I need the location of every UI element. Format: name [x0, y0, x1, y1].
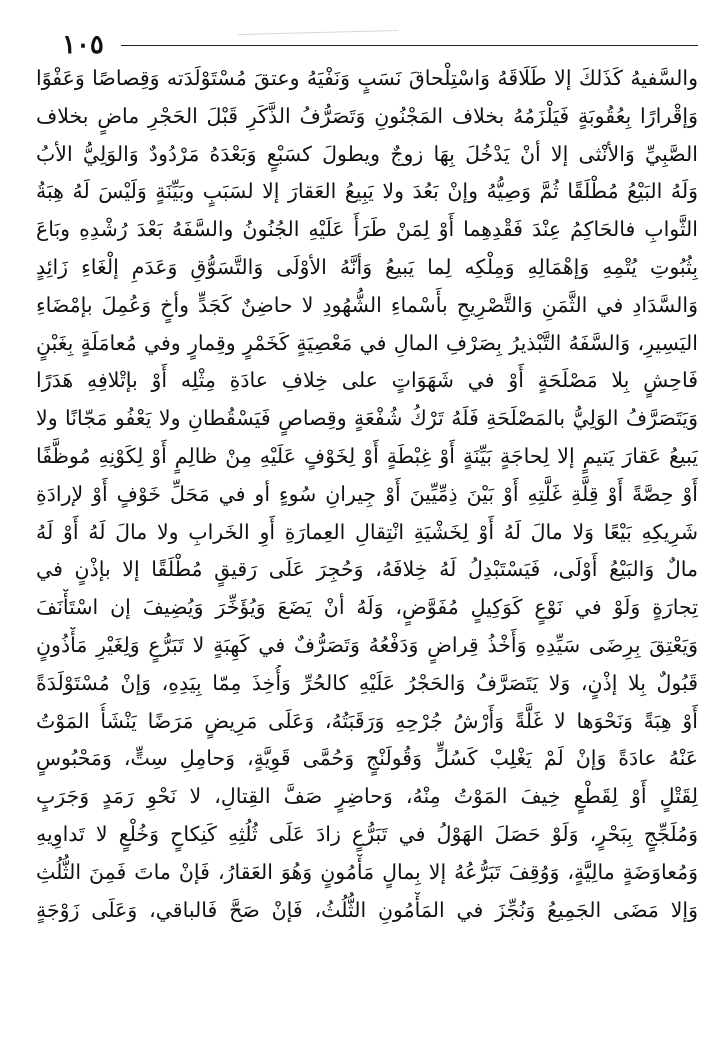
- text-line: وَإلا مَضَى الجَمِيعُ وَنُجِّزَ في المَأْمُونِ الثُّلُثُ، فَإنْ صَحَّ فَالباقي، وَعَلَى زَوْجَةٍ: [36, 897, 698, 922]
- page-number: ١٠٥: [62, 30, 104, 60]
- text-line: لِقَتْلٍ أَوْ لِقَطْعٍ خِيفَ المَوْتُ مِنْهُ، وَحاضِرٍ صَفَّ القِتالِ، لا نَحْوِ رَمَدٍ وَجَرَبٍ: [36, 784, 698, 809]
- body-text: [36, 60, 698, 929]
- text-line: قَبُولٌ بِلا إذْنٍ، وَلا يَتَصَرَّفُ وَالحَجْرُ عَلَيْهِ كالحُرِّ وَأُخِذَ مِمّا بِيَدِهِ، وَإنْ مُسْتَوْلَدَةً: [36, 670, 698, 695]
- text-line: وَلَهُ البَيْعُ مُطْلَقًا ثُمَّ وَصِيُّهُ وإنْ بَعُدَ ولا يَبِيعُ العَقارَ إلا لسَبَبٍ وبَيِّنَةٍ وَلَيْسَ لَهُ هِبَةُ: [36, 179, 698, 204]
- text-line: يَبيعُ عَقارَ يَتيمٍ إلا لِحاجَةٍ بَيِّنَةٍ أَوْ غِبْطَةٍ أَوْ لِخَوْفٍ عَلَيْهِ مِنْ ظالِمٍ أَوْ لِكَوْنِهِ مُوظَّفًا: [36, 443, 698, 468]
- text-line: وَمُعاوَضَةٍ مالِيَّةٍ، وَوُقِفَ تَبَرُّعُهُ إلا بِمالٍ مَأْمُونٍ وَهُوَ العَقارُ، فَإنْ ماتَ فَمِنَ الثُّلُثِ: [36, 859, 698, 884]
- header-rule: [121, 45, 698, 46]
- text-line: وَيَتَصَرَّفُ الوَلِيُّ بالمَصْلَحَةِ فَلَهُ تَرْكُ شُفْعَةٍ وقِصاصٍ فَيَسْقُطانِ ولا يَعْفُو مَجّانًا ولا: [36, 406, 698, 431]
- text-line: أَوْ حِصَّةً أَوْ قِلَّةِ غَلَّتِهِ أَوْ بَيْنَ ذِمِّيِّينَ أَوْ جِيرانِ سُوءٍ أو في مَحَلِّ خَوْفٍ أَوْ لإرادَةِ: [36, 481, 698, 506]
- text-line: الثَّوابِ فالحَاكِمُ عِنْدَ فَقْدِهِما أَوْ لِمَنْ طَرَأَ عَلَيْهِ الجُنُونُ والسَّفَهُ بَعْدَ رُشْدِهِ وبَاعَ: [36, 217, 698, 242]
- text-line: وَمُلَجِّجٍ بِبَحْرٍ، وَلَوْ حَصَلَ الهَوْلُ في تَبَرُّعٍ زادَ عَلَى ثُلُثِهِ كَنِكاحٍ وَخُلْعٍ لا تَداوِيهِ: [36, 821, 698, 846]
- text-line: فَاحِشٍ بِلا مَصْلَحَةٍ أَوْ في شَهَوَاتٍ على خِلافِ عادَةِ مِثْلِه أَوْ بإتْلافِهِ هَدَرًا: [36, 368, 698, 393]
- text-line: أَوْ هِبَةً وَنَحْوَها لا غَلَّةً وَأَرْشُ جُرْحِهِ وَرَقَبَتُهُ، وَعَلَى مَرِيضٍ مَرَضًا يَنْشَأُ المَوْتُ: [36, 708, 698, 733]
- scan-mark: [238, 30, 398, 35]
- text-line: تِجارَةٍ وَلَوْ في نَوْعٍ كَوَكِيلٍ مُفَوَّضٍ، وَلَهُ أنْ يَضَعَ وَيُؤَخِّرَ وَيُضِيفَ إن اسْتَأْنَفَ: [36, 595, 698, 620]
- page-header: [38, 30, 698, 60]
- text-line: اليَسِيرِ، وَالسَّفَهُ التَّبْذيرُ بِصَرْفِ المالِ في مَعْصِيَةٍ كَخَمْرٍ وقِمارٍ وفي مُعامَلَةٍ بِغَبْنٍ: [36, 330, 698, 355]
- text-line: شَرِيكِهِ بَيْعًا وَلا مالَ لَهُ أَوْ لِخَشْيَةِ انْتِقالِ العِمارَةِ أَوِ الخَرابِ ولا مالَ لَهُ أَوْ لَهُ: [36, 519, 698, 544]
- text-line: وَالسَّدَادِ في الثَّمَنِ وَالتَّصْرِيحِ بأَسْماءِ الشُّهُودِ لا حاضِنٌ كَجَدٍّ وأخٍ وَعُمِلَ بإمْضَاءِ: [36, 292, 698, 317]
- text-line: والسَّفيهُ كَذَلكَ إلا طَلَاقَهُ وَاسْتِلْحاقَ نَسَبٍ وَنَفْيَهُ وعتقَ مُسْتَوْلَدَته وَقِصاصًا وَعَفْوًا: [36, 66, 698, 90]
- text-line: وَيَعْتِقَ بِرِضَى سَيِّدِهِ وَأَخْذُ قِراضٍ وَدَفْعُهُ وَتَصَرُّفٌ في كَهِبَةٍ لا تَبَرُّعٍ وَلِغَيْرِ مَأْذُونٍ: [36, 632, 698, 657]
- text-line: عَنْهُ عادَةً وَإنْ لَمْ يَغْلِبْ كَسُلٍّ وَقُولَنْجٍ وَحُمَّى قَوِيَّةٍ، وَحامِلِ سِتٍّ، وَمَحْبُوسٍ: [36, 746, 698, 771]
- text-line: مالٌ وَالبَيْعُ أَوْلَى، فَيَسْتَبْدِلُ لَهُ خِلافَهُ، وَحُجِرَ عَلَى رَقيقٍ مُطْلَقًا إلا بإذْنٍ في: [36, 557, 698, 582]
- text-line: وَإقْرارًا بِعُقُوبَةٍ فَيَلْزَمُهُ بخلاف المَجْنُونِ وَتَصَرُّفُ الذَّكَرِ قَبْلَ الحَجْرِ ماضٍ بخلاف: [36, 103, 698, 128]
- text-line: بِثُبُوتِ يُتْمِهِ وَإهْمَالِهِ وَمِلْكِه لِما يَبيعُ وَأنَّهُ الأوْلَى وَالتَّسَوُّقِ وَعَدَمِ إلْغَاءِ زَائِدٍ: [36, 254, 698, 279]
- text-line: الصَّبِيِّ وَالأنْثى إلا أنْ يَدْخُلَ بِهَا زوجٌ ويطولَ كسَبْعٍ وَبَعْدَهُ مَرْدُودٌ وَالوَلِيُّ الأبُ: [36, 141, 698, 166]
